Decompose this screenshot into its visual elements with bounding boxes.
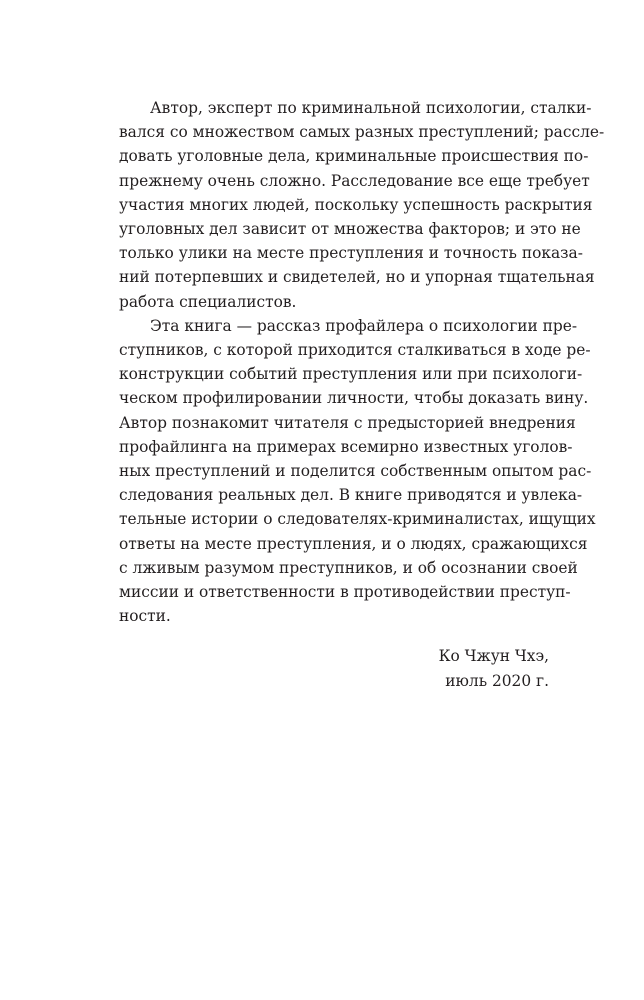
text-line: работа специалистов. xyxy=(119,292,297,311)
text-line: довать уголовные дела, криминальные происшествия по- xyxy=(119,147,589,166)
text-line: конструкции событий преступления или при психологи- xyxy=(119,365,583,384)
text-line: Эта книга — рассказ профайлера о психологии пре- xyxy=(150,316,578,335)
signature-date: июль 2020 г. xyxy=(445,671,549,690)
text-block xyxy=(119,96,605,693)
text-line: Автор познакомит читателя с предысторией внедрения xyxy=(119,413,576,432)
text-line: ности. xyxy=(119,607,171,626)
text-line: миссии и ответственности в противодействии преступ- xyxy=(119,583,571,602)
text-line: ний потерпевших и свидетелей, но и упорная тщательная xyxy=(119,268,595,287)
paragraph-1 xyxy=(119,96,605,314)
text-line: ных преступлений и поделится собственным опытом рас- xyxy=(119,462,592,481)
text-line: профайлинга на примерах всемирно известных уголов- xyxy=(119,437,573,456)
text-line: участия многих людей, поскольку успешность раскрытия xyxy=(119,195,593,214)
text-line: ступников, с которой приходится сталкиваться в ходе ре- xyxy=(119,341,591,360)
text-line: следования реальных дел. В книге приводятся и увлека- xyxy=(119,486,583,505)
text-line: только улики на месте преступления и точность показа- xyxy=(119,244,583,263)
paragraph-2 xyxy=(119,314,596,629)
text-line: уголовных дел зависит от множества факторов; и это не xyxy=(119,220,581,239)
text-line: ческом профилировании личности, чтобы доказать вину. xyxy=(119,389,589,408)
text-line: тельные истории о следователях-криминалистах, ищущих xyxy=(119,510,596,529)
text-line: Автор, эксперт по криминальной психологии, сталки- xyxy=(150,99,592,117)
signature xyxy=(119,644,549,692)
text-line: вался со множеством самых разных преступлений; рассле- xyxy=(119,123,605,142)
signature-author: Ко Чжун Чхэ, xyxy=(438,647,549,666)
text-line: с лживым разумом преступников, и об осознании своей xyxy=(119,558,578,577)
text-line: ответы на месте преступления, и о людях, сражающихся xyxy=(119,534,588,553)
text-line: прежнему очень сложно. Расследование все еще требует xyxy=(119,171,590,190)
